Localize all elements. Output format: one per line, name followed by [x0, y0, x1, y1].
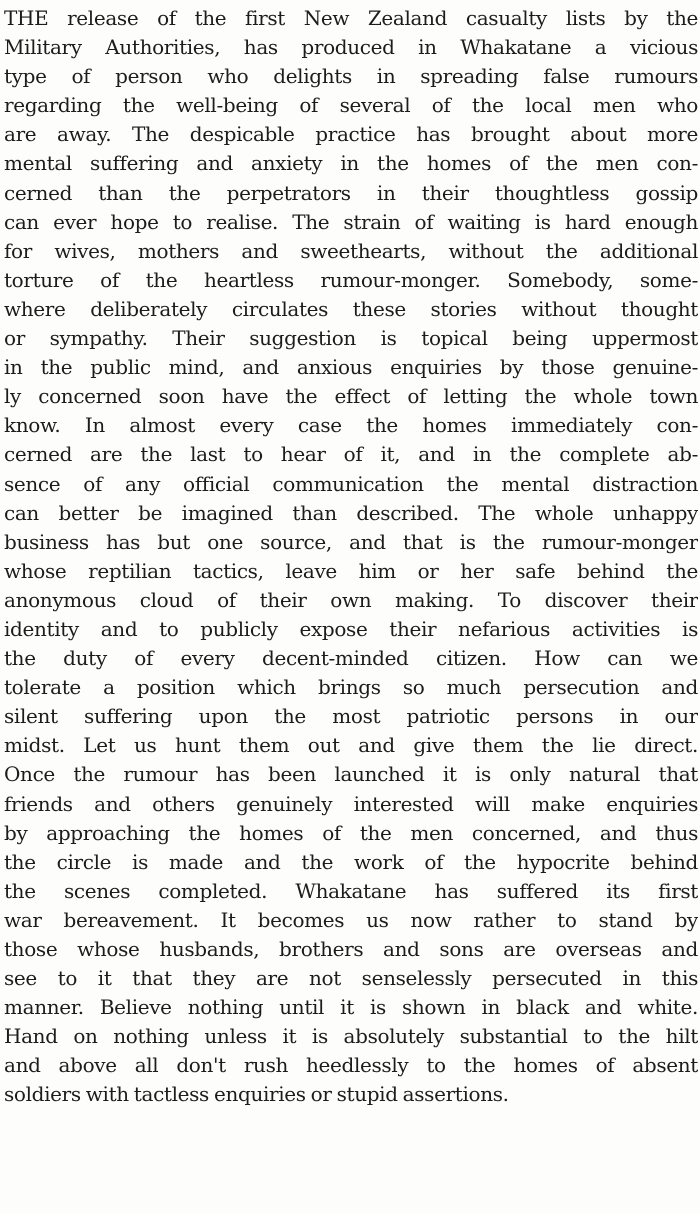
- text-line-35: manner. Believe nothing until it is shown in black and white.: [4, 995, 698, 1020]
- text-line-15: know. In almost every case the homes immediately con-: [4, 413, 698, 438]
- text-line-8: can ever hope to realise. The strain of waiting is hard enough: [4, 209, 698, 234]
- text-line-10: torture of the heartless rumour-monger. Somebody, some-: [4, 267, 698, 292]
- text-line-7: cerned than the perpetrators in their thoughtless gossip: [4, 180, 698, 205]
- text-line-22: identity and to publicly expose their nefarious activities is: [4, 616, 698, 641]
- text-line-6: mental suffering and anxiety in the homes of the men con-: [4, 151, 698, 176]
- text-line-37: and above all don't rush heedlessly to the homes of absent: [4, 1053, 698, 1078]
- text-line-4: regarding the well-being of several of the local men who: [4, 93, 698, 118]
- text-line-19: business has but one source, and that is the rumour-monger: [4, 529, 698, 554]
- text-line-33: those whose husbands, brothers and sons are overseas and: [4, 937, 698, 961]
- text-line-34: see to it that they are not senselessly persecuted in this: [4, 966, 698, 991]
- text-line-17: sence of any official communication the mental distraction: [4, 471, 698, 496]
- text-line-29: by approaching the homes of the men concerned, and thus: [4, 820, 698, 845]
- text-line-36: Hand on nothing unless it is absolutely substantial to the hilt: [4, 1024, 698, 1049]
- text-line-27: Once the rumour has been launched it is only natural that: [4, 762, 698, 787]
- text-line-18: can better be imagined than described. The whole unhappy: [4, 500, 698, 525]
- text-line-25: silent suffering upon the most patriotic persons in our: [4, 704, 698, 729]
- text-line-21: anonymous cloud of their own making. To discover their: [4, 587, 698, 612]
- text-line-32: war bereavement. It becomes us now rather to stand by: [4, 907, 698, 932]
- text-line-1: THE release of the first New Zealand casualty lists by the: [4, 6, 698, 30]
- text-line-30: the circle is made and the work of the hypocrite behind: [4, 849, 698, 874]
- text-line-28: friends and others genuinely interested will make enquiries: [4, 791, 698, 816]
- text-line-20: whose reptilian tactics, leave him or her safe behind the: [4, 558, 698, 583]
- text-line-5: are away. The despicable practice has brought about more: [4, 122, 698, 147]
- text-line-11: where deliberately circulates these stories without thought: [4, 296, 698, 321]
- article-body: [4, 4, 698, 1110]
- text-line-2: Military Authorities, has produced in Whakatane a vicious: [4, 35, 698, 60]
- text-line-26: midst. Let us hunt them out and give them the lie direct.: [4, 733, 698, 758]
- text-line-12: or sympathy. Their suggestion is topical being uppermost: [4, 326, 698, 351]
- text-line-38: soldiers with tactless enquiries or stupid assertions.: [4, 1082, 509, 1107]
- text-line-24: tolerate a position which brings so much persecution and: [4, 675, 698, 700]
- text-line-31: the scenes completed. Whakatane has suffered its first: [4, 878, 698, 903]
- text-line-16: cerned are the last to hear of it, and in the complete ab-: [4, 442, 698, 467]
- text-line-14: ly concerned soon have the effect of letting the whole town: [4, 384, 698, 409]
- text-line-13: in the public mind, and anxious enquiries by those genuine-: [4, 355, 698, 380]
- text-line-9: for wives, mothers and sweethearts, without the additional: [4, 238, 698, 263]
- text-line-3: type of person who delights in spreading false rumours: [4, 64, 698, 89]
- text-line-23: the duty of every decent-minded citizen. How can we: [4, 646, 698, 671]
